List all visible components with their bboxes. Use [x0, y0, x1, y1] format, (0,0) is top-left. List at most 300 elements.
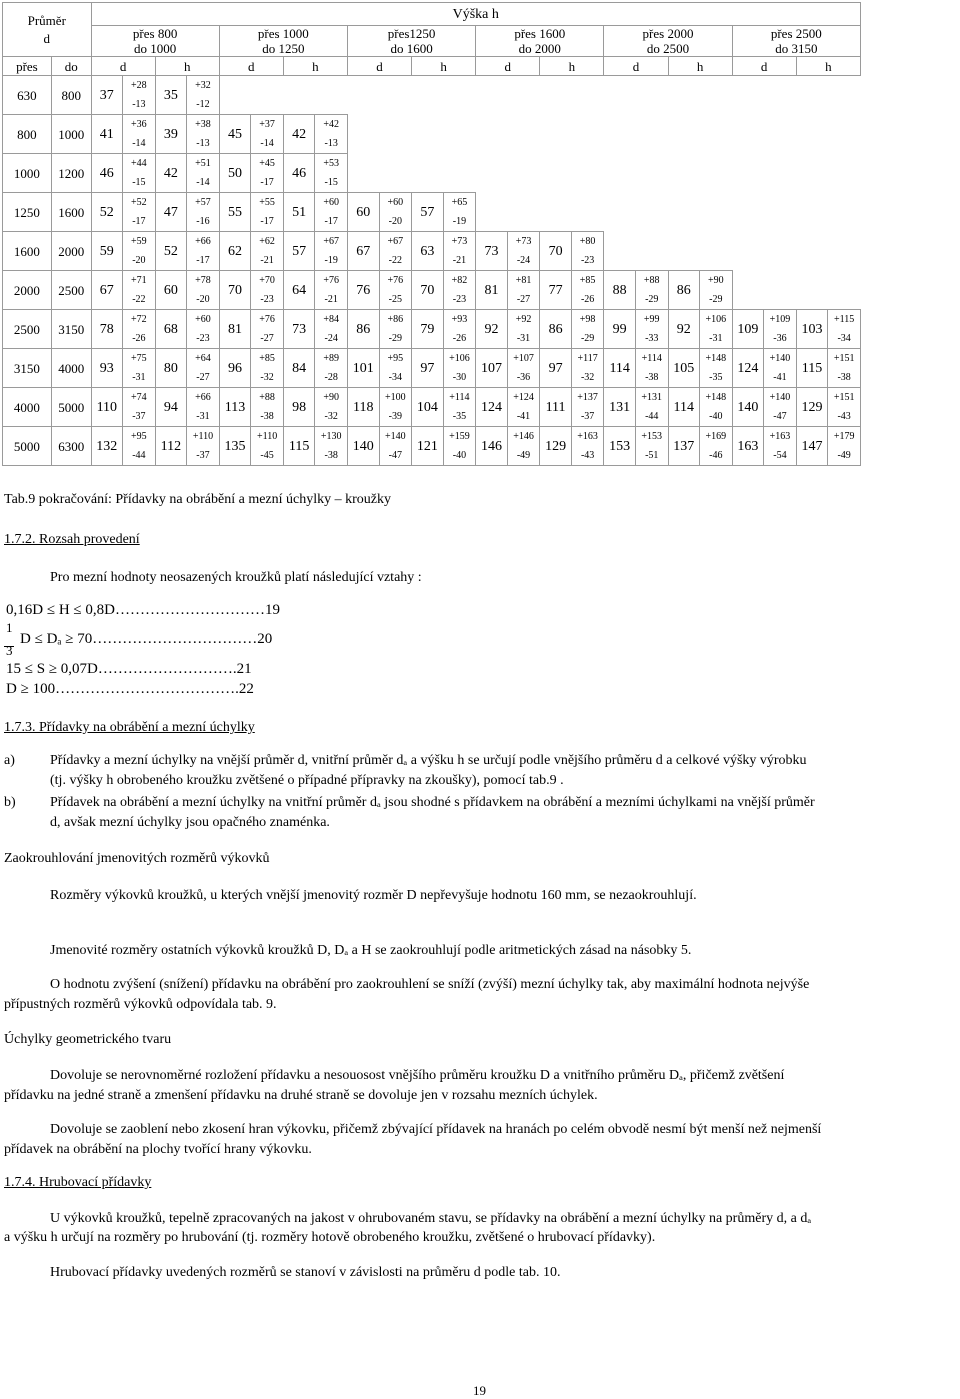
nominal-value: 114 — [604, 349, 636, 388]
nominal-value: 80 — [155, 349, 187, 388]
lower-deviation: -35 — [452, 411, 467, 422]
paragraph-geometric-1-line-1: Dovoluje se nerovnoměrné rozložení přídavku a nesouosost vnějšího průměru kroužku D a vnitřního průměru Dₐ, přičemž zvětšení — [50, 1068, 785, 1083]
upper-deviation: +85 — [579, 275, 596, 286]
paragraph-geometric-1-line-2: přídavku na jedné straně a zmenšení přídavku na druhé straně se dovoluje jen v rozsahu mezních úchylek. — [4, 1088, 598, 1103]
lower-deviation: -26 — [452, 333, 467, 344]
upper-deviation: +95 — [387, 353, 404, 364]
row-from: 1000 — [3, 154, 52, 193]
deviation — [315, 427, 348, 466]
upper-deviation: +60 — [387, 197, 404, 208]
lower-deviation: -40 — [452, 450, 467, 461]
nominal-value: 60 — [347, 193, 379, 232]
empty-cell — [540, 76, 572, 115]
upper-deviation: +98 — [579, 314, 596, 325]
deviation — [635, 271, 668, 310]
upper-deviation: +106 — [449, 353, 470, 364]
lower-deviation: -37 — [580, 411, 595, 422]
lower-deviation: -38 — [837, 372, 851, 383]
deviation — [507, 388, 540, 427]
upper-deviation: +52 — [131, 197, 147, 208]
nominal-value: 93 — [91, 349, 123, 388]
lower-deviation: -31 — [709, 333, 723, 344]
page-number: 19 — [473, 1383, 486, 1398]
header-row-3 — [3, 57, 861, 76]
empty-cell — [379, 76, 412, 115]
empty-cell — [668, 76, 700, 115]
deviation — [571, 349, 604, 388]
section-heading-1-7-3: 1.7.3. Přídavky na obrábění a mezní úchylky — [4, 720, 255, 735]
lower-deviation: -38 — [260, 411, 274, 422]
height-group-line: přes 800 — [132, 26, 178, 41]
lower-deviation: -41 — [773, 372, 787, 383]
empty-cell — [571, 154, 604, 193]
lower-deviation: -38 — [324, 450, 338, 461]
deviation — [315, 349, 348, 388]
deviation — [187, 310, 220, 349]
empty-cell — [828, 76, 861, 115]
deviation — [700, 349, 733, 388]
deviation — [571, 388, 604, 427]
deviation — [828, 427, 861, 466]
lower-deviation: -13 — [132, 99, 146, 110]
lower-deviation: -36 — [516, 372, 531, 383]
deviation — [507, 232, 540, 271]
lower-deviation: -30 — [452, 372, 467, 383]
lower-deviation: -16 — [196, 216, 210, 227]
upper-deviation: +95 — [131, 431, 147, 442]
empty-cell — [764, 154, 797, 193]
lower-deviation: -23 — [580, 255, 595, 266]
empty-cell — [732, 193, 764, 232]
empty-cell — [571, 193, 604, 232]
lower-deviation: -35 — [709, 372, 723, 383]
upper-deviation: +163 — [577, 431, 598, 442]
nominal-value: 135 — [219, 427, 251, 466]
lower-deviation: -29 — [388, 333, 402, 344]
nominal-value: 41 — [91, 115, 123, 154]
upper-deviation: +85 — [259, 353, 275, 364]
deviation — [571, 310, 604, 349]
upper-deviation: +73 — [451, 236, 468, 247]
upper-deviation: +179 — [833, 431, 855, 442]
upper-deviation: +153 — [641, 431, 663, 442]
upper-deviation: +110 — [192, 431, 214, 442]
lower-deviation: -21 — [324, 294, 338, 305]
deviation — [123, 76, 156, 115]
upper-deviation: +51 — [195, 158, 211, 169]
lower-deviation: -46 — [709, 450, 723, 461]
deviation — [764, 388, 797, 427]
empty-cell — [604, 115, 636, 154]
height-group-2 — [219, 26, 347, 57]
deviation — [507, 349, 540, 388]
nominal-value: 79 — [412, 310, 444, 349]
nominal-value: 88 — [604, 271, 636, 310]
lower-deviation: -23 — [452, 294, 467, 305]
upper-deviation: +114 — [449, 392, 470, 403]
upper-deviation: +115 — [834, 314, 855, 325]
empty-cell — [412, 154, 444, 193]
deviation — [187, 349, 220, 388]
deviation — [315, 193, 348, 232]
table-row — [3, 388, 861, 427]
nominal-value: 86 — [540, 310, 572, 349]
upper-deviation: +66 — [195, 392, 211, 403]
lower-deviation: -15 — [132, 177, 146, 188]
upper-deviation: +81 — [515, 275, 532, 286]
nominal-value: 73 — [476, 232, 508, 271]
deviation — [251, 154, 284, 193]
nominal-value: 114 — [668, 388, 700, 427]
upper-deviation: +146 — [513, 431, 534, 442]
empty-cell — [540, 193, 572, 232]
height-group-1 — [91, 26, 219, 57]
equation-21: 15 ≤ S ≥ 0,07D……………………….21 — [6, 661, 252, 677]
nominal-value: 129 — [540, 427, 572, 466]
deviation — [123, 193, 156, 232]
header-row-2 — [3, 26, 861, 57]
deviation — [700, 388, 733, 427]
lower-deviation: -41 — [516, 411, 531, 422]
lower-deviation: -21 — [452, 255, 467, 266]
upper-deviation: +148 — [705, 353, 727, 364]
lower-deviation: -23 — [260, 294, 274, 305]
empty-cell — [315, 76, 348, 115]
lower-deviation: -14 — [196, 177, 210, 188]
deviation — [507, 310, 540, 349]
lower-deviation: -31 — [132, 372, 146, 383]
empty-cell — [635, 193, 668, 232]
deviation — [315, 154, 348, 193]
upper-deviation: +90 — [708, 275, 724, 286]
empty-cell — [700, 115, 733, 154]
empty-cell — [796, 76, 828, 115]
upper-deviation: +93 — [451, 314, 468, 325]
equation-20: D ≤ Dₐ ≥ 70……………………………20 — [20, 631, 273, 647]
height-group-4 — [476, 26, 604, 57]
upper-deviation: +60 — [323, 197, 339, 208]
height-group-line: do 2500 — [646, 41, 690, 56]
upper-deviation: +44 — [131, 158, 147, 169]
upper-deviation: +86 — [387, 314, 404, 325]
nominal-value: 109 — [732, 310, 764, 349]
empty-cell — [796, 115, 828, 154]
deviation — [251, 388, 284, 427]
height-group-line: přes 2500 — [770, 26, 822, 41]
upper-deviation: +117 — [577, 353, 598, 364]
row-from: 630 — [3, 76, 52, 115]
row-to: 1200 — [51, 154, 91, 193]
nominal-value: 118 — [347, 388, 379, 427]
lower-deviation: -17 — [196, 255, 210, 266]
row-to: 6300 — [51, 427, 91, 466]
item-b-label: b) — [4, 795, 16, 810]
deviation — [123, 154, 156, 193]
nominal-value: 47 — [155, 193, 187, 232]
nominal-value: 146 — [476, 427, 508, 466]
upper-deviation: +140 — [384, 431, 406, 442]
lower-deviation: -12 — [196, 99, 210, 110]
section-heading-1-7-4: 1.7.4. Hrubovací přídavky — [4, 1175, 152, 1190]
height-group-line: do 1000 — [134, 41, 177, 56]
empty-cell — [379, 154, 412, 193]
deviation — [443, 193, 476, 232]
nominal-value: 115 — [283, 427, 315, 466]
empty-cell — [379, 115, 412, 154]
equation-19: 0,16D ≤ H ≤ 0,8D…………………………19 — [6, 602, 280, 618]
empty-cell — [283, 76, 315, 115]
row-to: 800 — [51, 76, 91, 115]
upper-deviation: +70 — [259, 275, 275, 286]
nominal-value: 55 — [219, 193, 251, 232]
lower-deviation: -14 — [260, 138, 274, 149]
lower-deviation: -17 — [324, 216, 338, 227]
deviation — [507, 271, 540, 310]
row-from: 1600 — [3, 232, 52, 271]
upper-deviation: +110 — [256, 431, 278, 442]
empty-cell — [219, 76, 251, 115]
nominal-value: 50 — [219, 154, 251, 193]
empty-cell — [700, 193, 733, 232]
lower-deviation: -29 — [580, 333, 595, 344]
nominal-value: 70 — [540, 232, 572, 271]
upper-deviation: +109 — [769, 314, 791, 325]
upper-deviation: +140 — [769, 353, 791, 364]
table-row — [3, 310, 861, 349]
deviation — [123, 115, 156, 154]
upper-deviation: +64 — [195, 353, 211, 364]
nominal-value: 137 — [668, 427, 700, 466]
nominal-value: 52 — [155, 232, 187, 271]
lower-deviation: -15 — [324, 177, 338, 188]
upper-deviation: +169 — [705, 431, 727, 442]
empty-cell — [668, 115, 700, 154]
lower-deviation: -17 — [260, 216, 274, 227]
deviation — [187, 232, 220, 271]
deviation — [315, 310, 348, 349]
table-caption: Tab.9 pokračování: Přídavky na obrábění a mezní úchylky – kroužky — [4, 492, 392, 507]
nominal-value: 45 — [219, 115, 251, 154]
empty-cell — [635, 154, 668, 193]
nominal-value: 140 — [732, 388, 764, 427]
empty-cell — [796, 271, 828, 310]
paragraph-geometric-2-line-1: Dovoluje se zaoblení nebo zkosení hran výkovku, přičemž zbývající přídavek na hranách po celém obvodě nesmí být menší než nejmenší — [50, 1122, 822, 1137]
height-group-line: přes1250 — [387, 26, 436, 41]
lower-deviation: -27 — [260, 333, 274, 344]
nominal-value: 163 — [732, 427, 764, 466]
upper-deviation: +88 — [259, 392, 275, 403]
empty-cell — [540, 154, 572, 193]
empty-cell — [604, 76, 636, 115]
deviation — [828, 388, 861, 427]
header-diameter-line: d — [43, 31, 51, 46]
lower-deviation: -47 — [388, 450, 402, 461]
row-to: 4000 — [51, 349, 91, 388]
lower-deviation: -31 — [196, 411, 210, 422]
empty-cell — [571, 115, 604, 154]
nominal-value: 96 — [219, 349, 251, 388]
row-to: 2500 — [51, 271, 91, 310]
lower-deviation: -20 — [196, 294, 210, 305]
deviation — [443, 271, 476, 310]
header-diameter — [3, 3, 92, 57]
nominal-value: 51 — [283, 193, 315, 232]
empty-cell — [412, 76, 444, 115]
lower-deviation: -47 — [773, 411, 787, 422]
empty-cell — [604, 193, 636, 232]
deviation — [764, 310, 797, 349]
header-row-1 — [3, 3, 861, 26]
nominal-value: 111 — [540, 388, 572, 427]
nominal-value: 37 — [91, 76, 123, 115]
deviation — [315, 388, 348, 427]
deviation — [700, 271, 733, 310]
nominal-value: 124 — [732, 349, 764, 388]
empty-cell — [796, 193, 828, 232]
deviation — [571, 232, 604, 271]
deviation — [251, 271, 284, 310]
upper-deviation: +57 — [195, 197, 211, 208]
upper-deviation: +80 — [579, 236, 596, 247]
height-group-line: přes 2000 — [642, 26, 694, 41]
sub-label-1: přes — [3, 57, 52, 76]
upper-deviation: +151 — [833, 392, 855, 403]
upper-deviation: +159 — [449, 431, 470, 442]
deviation — [635, 310, 668, 349]
lower-deviation: -32 — [260, 372, 274, 383]
nominal-value: 64 — [283, 271, 315, 310]
lower-deviation: -26 — [132, 333, 146, 344]
nominal-value: 63 — [412, 232, 444, 271]
sub-label-7: d — [347, 57, 411, 76]
sub-label-14: h — [796, 57, 860, 76]
nominal-value: 112 — [155, 427, 187, 466]
deviation — [443, 310, 476, 349]
row-from: 1250 — [3, 193, 52, 232]
upper-deviation: +78 — [195, 275, 211, 286]
nominal-value: 97 — [540, 349, 572, 388]
deviation — [379, 271, 412, 310]
empty-cell — [668, 154, 700, 193]
item-a-label: a) — [4, 753, 15, 768]
lower-deviation: -44 — [645, 411, 659, 422]
upper-deviation: +73 — [515, 236, 532, 247]
empty-cell — [604, 154, 636, 193]
lower-deviation: -37 — [196, 450, 210, 461]
height-group-line: přes 1600 — [514, 26, 566, 41]
heading-rounding: Zaokrouhlování jmenovitých rozměrů výkovků — [4, 851, 270, 866]
upper-deviation: +124 — [513, 392, 534, 403]
nominal-value: 35 — [155, 76, 187, 115]
nominal-value: 107 — [476, 349, 508, 388]
upper-deviation: +71 — [131, 275, 147, 286]
lower-deviation: -32 — [580, 372, 595, 383]
nominal-value: 77 — [540, 271, 572, 310]
empty-cell — [443, 154, 476, 193]
upper-deviation: +28 — [131, 80, 147, 91]
row-from: 2000 — [3, 271, 52, 310]
lower-deviation: -51 — [645, 450, 659, 461]
deviation — [251, 310, 284, 349]
empty-cell — [828, 271, 861, 310]
deviation — [379, 193, 412, 232]
row-to: 3150 — [51, 310, 91, 349]
paragraph-geometric-2-line-2: přídavek na obrábění na plochy tvořící hrany výkovku. — [4, 1142, 312, 1157]
table-row — [3, 427, 861, 466]
nominal-value: 153 — [604, 427, 636, 466]
empty-cell — [668, 193, 700, 232]
row-from: 3150 — [3, 349, 52, 388]
nominal-value: 104 — [412, 388, 444, 427]
empty-cell — [347, 76, 379, 115]
deviation — [251, 232, 284, 271]
deviation — [251, 115, 284, 154]
nominal-value: 129 — [796, 388, 828, 427]
lower-deviation: -24 — [324, 333, 338, 344]
lower-deviation: -40 — [709, 411, 723, 422]
lower-deviation: -13 — [196, 138, 210, 149]
upper-deviation: +76 — [259, 314, 275, 325]
nominal-value: 92 — [476, 310, 508, 349]
upper-deviation: +88 — [643, 275, 660, 286]
nominal-value: 76 — [347, 271, 379, 310]
nominal-value: 67 — [91, 271, 123, 310]
empty-cell — [732, 232, 764, 271]
paragraph-rounding-3-line-2: přípustných rozměrů výkovků odpovídala tab. 9. — [4, 997, 277, 1012]
sub-label-5: d — [219, 57, 283, 76]
paragraph-rounding-3-line-1: O hodnotu zvýšení (snížení) přídavku na obrábění pro zaokrouhlení se sníží (zvýší) mezní úchylky tak, aby maximální hodnota nejvýše — [50, 977, 810, 992]
empty-cell — [700, 76, 733, 115]
empty-cell — [635, 115, 668, 154]
nominal-value: 92 — [668, 310, 700, 349]
lower-deviation: -36 — [773, 333, 787, 344]
nominal-value: 73 — [283, 310, 315, 349]
lower-deviation: -37 — [132, 411, 146, 422]
empty-cell — [764, 271, 797, 310]
empty-cell — [251, 76, 284, 115]
sub-label-10: h — [540, 57, 604, 76]
upper-deviation: +62 — [259, 236, 275, 247]
deviation — [123, 310, 156, 349]
upper-deviation: +45 — [259, 158, 275, 169]
upper-deviation: +92 — [515, 314, 532, 325]
upper-deviation: +163 — [769, 431, 791, 442]
upper-deviation: +60 — [195, 314, 211, 325]
lower-deviation: -20 — [388, 216, 402, 227]
empty-cell — [796, 154, 828, 193]
nominal-value: 57 — [412, 193, 444, 232]
deviation — [443, 388, 476, 427]
deviation — [379, 310, 412, 349]
height-group-5 — [604, 26, 732, 57]
empty-cell — [476, 115, 508, 154]
item-b-line-1: Přídavek na obrábění a mezní úchylky na vnitřní průměr dₐ jsou shodné s přídavkem na obrábění a mezními úchylkami na vnější průměr — [50, 795, 815, 810]
empty-cell — [507, 193, 540, 232]
deviation — [251, 427, 284, 466]
empty-cell — [764, 193, 797, 232]
empty-cell — [828, 115, 861, 154]
paragraph-rounding-1: Rozměry výkovků kroužků, u kterých vnější jmenovitý rozměr D nepřevyšuje hodnotu 160 mm, se nezaokrouhlují. — [50, 888, 697, 903]
empty-cell — [764, 232, 797, 271]
upper-deviation: +82 — [451, 275, 468, 286]
deviation — [379, 349, 412, 388]
row-from: 2500 — [3, 310, 52, 349]
upper-deviation: +100 — [384, 392, 406, 403]
lower-deviation: -33 — [645, 333, 659, 344]
paragraph-rough-2: Hrubovací přídavky uvedených rozměrů se stanoví v závislosti na průměru d podle tab. 10. — [50, 1265, 561, 1280]
sub-label-4: h — [155, 57, 219, 76]
deviation — [828, 349, 861, 388]
